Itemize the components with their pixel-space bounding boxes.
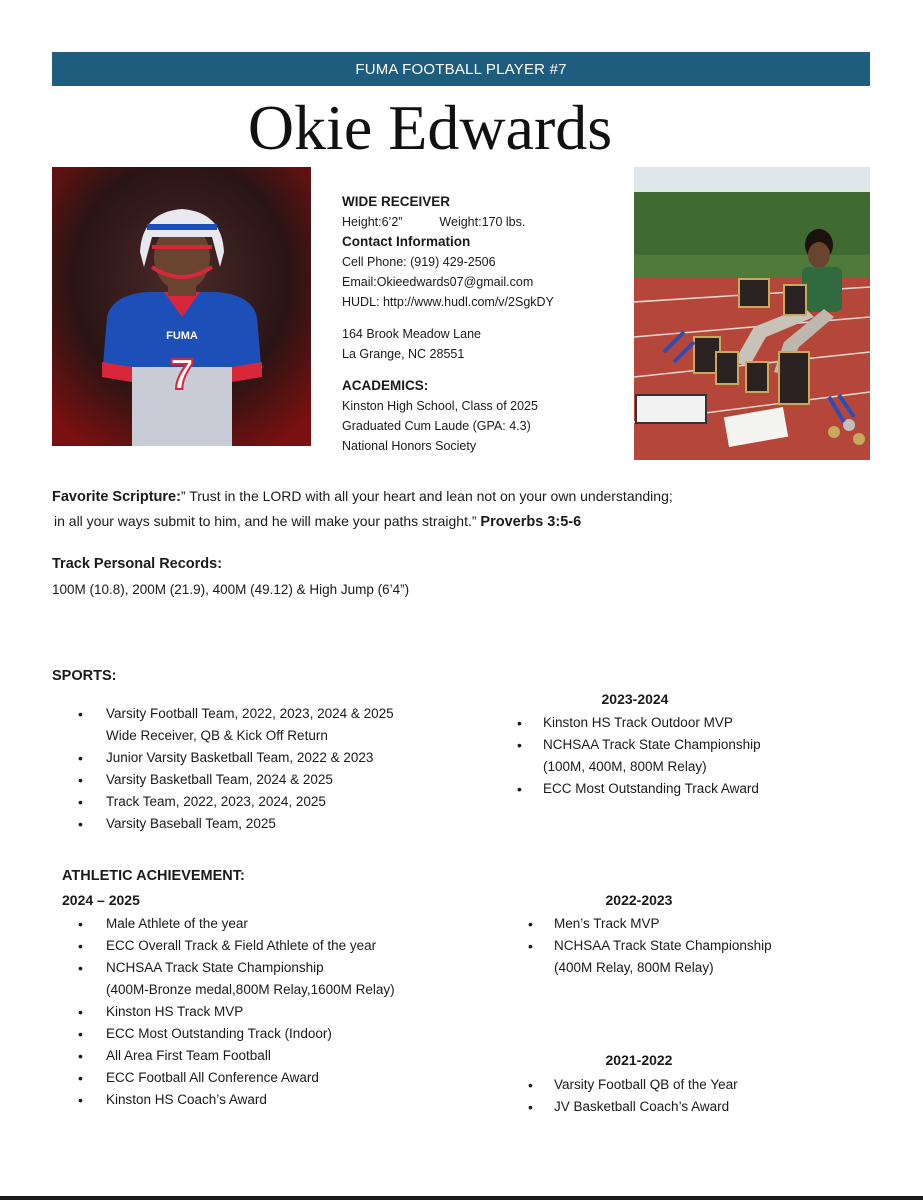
weight: Weight:170 lbs. [439, 215, 526, 229]
list-item-continuation: (400M-Bronze medal,800M Relay,1600M Relay) [106, 982, 395, 997]
header-banner: FUMA FOOTBALL PLAYER #7 [52, 52, 870, 86]
scripture-reference: Proverbs 3:5-6 [480, 514, 582, 530]
position: WIDE RECEIVER [342, 194, 451, 209]
list-item: • Track Team, 2022, 2023, 2024, 2025 [52, 791, 492, 813]
school: Kinston High School, Class of 2025 [342, 399, 538, 413]
list-item: • JV Basketball Coach’s Award [516, 1096, 886, 1118]
list-item: • Men’s Track MVP [516, 913, 886, 935]
list-item: • NCHSAA Track State Championship [505, 734, 885, 756]
athletic-achievement-header: ATHLETIC ACHIEVEMENT: [62, 868, 245, 884]
favorite-scripture [52, 484, 912, 534]
year-2021-2022-list [516, 1074, 886, 1118]
list-item: • Male Athlete of the year [52, 913, 492, 935]
academics-header: ACADEMICS: [342, 378, 429, 393]
info-block [342, 192, 632, 456]
address-line-2: La Grange, NC 28551 [342, 347, 465, 361]
scripture-line-2: in all your ways submit to him, and he will make your paths straight.” [54, 513, 481, 529]
list-item: • NCHSAA Track State Championship [516, 935, 886, 957]
track-awards-photo [634, 167, 870, 460]
graduated: Graduated Cum Laude (GPA: 4.3) [342, 419, 531, 433]
list-item-continuation: Wide Receiver, QB & Kick Off Return [106, 728, 328, 743]
height: Height:6’2” [342, 215, 403, 229]
list-item: • NCHSAA Track State Championship [52, 957, 492, 979]
contact-header: Contact Information [342, 234, 471, 249]
list-item: • Varsity Football QB of the Year [516, 1074, 886, 1096]
list-item: • Varsity Football Team, 2022, 2023, 2024 & 2025 [52, 703, 492, 725]
jersey-text: FUMA [166, 330, 198, 342]
list-item: • All Area First Team Football [52, 1045, 492, 1067]
year-2023-2024-list [505, 712, 885, 800]
list-item: • ECC Football All Conference Award [52, 1067, 492, 1089]
list-item: • Varsity Basketball Team, 2024 & 2025 [52, 769, 492, 791]
list-item-continuation: (400M Relay, 800M Relay) [554, 960, 714, 975]
list-item: • Kinston HS Track MVP [52, 1001, 492, 1023]
list-item: • Junior Varsity Basketball Team, 2022 & 2023 [52, 747, 492, 769]
list-item: • Varsity Baseball Team, 2025 [52, 813, 492, 835]
honors: National Honors Society [342, 439, 477, 453]
list-item: • ECC Most Outstanding Track Award [505, 778, 885, 800]
list-item: • ECC Overall Track & Field Athlete of the year [52, 935, 492, 957]
list-item: • ECC Most Outstanding Track (Indoor) [52, 1023, 492, 1045]
sports-list [52, 703, 492, 835]
list-item: • Kinston HS Coach’s Award [52, 1089, 492, 1111]
bottom-border [0, 1196, 923, 1200]
scripture-label: Favorite Scripture: [52, 489, 181, 505]
list-item: • Kinston HS Track Outdoor MVP [505, 712, 885, 734]
list-item-continuation: (100M, 400M, 800M Relay) [543, 759, 707, 774]
sports-header: SPORTS: [52, 668, 117, 684]
hudl-link[interactable]: HUDL: http://www.hudl.com/v/2SgkDY [342, 295, 554, 309]
track-records-header: Track Personal Records: [52, 556, 223, 572]
jersey-number: 7 [169, 350, 195, 399]
year-2023-2024-header: 2023-2024 [601, 691, 669, 707]
scripture-line-1: ” Trust in the LORD with all your heart and lean not on your own understanding; [180, 488, 673, 504]
player-portrait-photo [52, 167, 311, 446]
year-2022-2023-list [516, 913, 886, 979]
track-records-text: 100M (10.8), 200M (21.9), 400M (49.12) & High Jump (6’4”) [52, 582, 410, 597]
player-name: Okie Edwards [247, 92, 613, 163]
year-2024-2025-header: 2024 – 2025 [62, 892, 140, 908]
phone: Cell Phone: (919) 429-2506 [342, 255, 496, 269]
year-2022-2023-header: 2022-2023 [605, 892, 673, 908]
address-line-1: 164 Brook Meadow Lane [342, 327, 481, 341]
email: Email:Okieedwards07@gmail.com [342, 275, 534, 289]
year-2021-2022-header: 2021-2022 [605, 1052, 673, 1068]
year-2024-2025-list [52, 913, 492, 1111]
